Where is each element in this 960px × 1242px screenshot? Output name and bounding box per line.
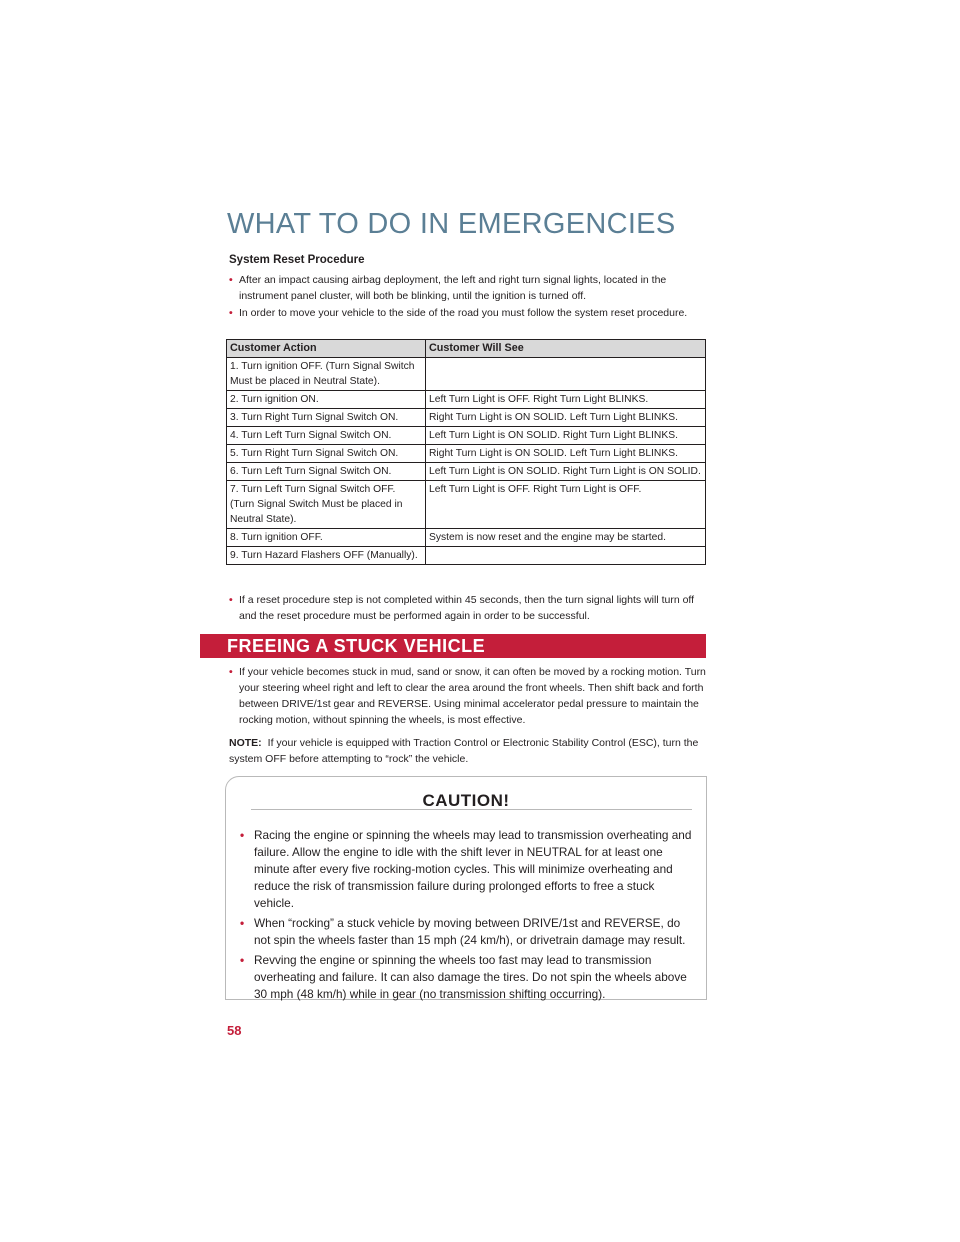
- table-row: [227, 463, 706, 481]
- table-cell: [426, 358, 706, 391]
- table-cell: 2. Turn ignition ON.: [227, 391, 426, 409]
- reset-procedure-table: [226, 339, 706, 565]
- table-row: [227, 391, 706, 409]
- bullet-icon: •: [229, 666, 233, 678]
- table-cell: 4. Turn Left Turn Signal Switch ON.: [227, 427, 426, 445]
- list-item: • If a reset procedure step is not completed within 45 seconds, then the turn signal lights will turn off and the reset procedure must be performed again in order to be successful.: [229, 594, 695, 622]
- note-text: If your vehicle is equipped with Traction Control or Electronic Stability Control (ESC), turn the system OFF before attempting to “rock” the vehicle.: [229, 737, 699, 765]
- bullet-icon: •: [229, 307, 233, 319]
- table-cell: 6. Turn Left Turn Signal Switch ON.: [227, 463, 426, 481]
- intro-bullet-list: [229, 272, 707, 322]
- caution-list: [240, 827, 692, 1006]
- bullet-icon: •: [240, 916, 245, 930]
- section-title: FREEING A STUCK VEHICLE: [227, 636, 486, 656]
- caution-title: CAUTION!: [422, 791, 510, 810]
- bullet-icon: •: [229, 594, 233, 606]
- table-row: [227, 481, 706, 529]
- chapter-title: WHAT TO DO IN EMERGENCIES: [227, 208, 676, 240]
- table-cell: System is now reset and the engine may be started.: [426, 529, 706, 547]
- bullet-icon: •: [240, 953, 245, 967]
- table-cell: Left Turn Light is OFF. Right Turn Light is OFF.: [426, 481, 706, 529]
- note-label: NOTE:: [229, 737, 262, 749]
- table-cell: 8. Turn ignition OFF.: [227, 529, 426, 547]
- reset-note-list: [229, 592, 707, 625]
- table-cell: [426, 547, 706, 565]
- column-header: Customer Action: [227, 340, 426, 358]
- note-paragraph: [229, 735, 707, 767]
- table-cell: 9. Turn Hazard Flashers OFF (Manually).: [227, 547, 426, 565]
- table-cell: Left Turn Light is OFF. Right Turn Light BLINKS.: [426, 391, 706, 409]
- column-header: Customer Will See: [426, 340, 706, 358]
- table-cell: 5. Turn Right Turn Signal Switch ON.: [227, 445, 426, 463]
- table-row: [227, 409, 706, 427]
- table-cell: Right Turn Light is ON SOLID. Left Turn Light BLINKS.: [426, 445, 706, 463]
- section-heading: System Reset Procedure: [229, 254, 365, 266]
- table-row: [227, 529, 706, 547]
- list-item: • Racing the engine or spinning the wheels may lead to transmission overheating and failure. Allow the engine to idle with the shift lever in NEUTRAL for at least one minute after every five rocking-motion cycles. This will minimize overheating and reduce the risk of transmission failure during prolonged efforts to free a stuck vehicle.: [240, 828, 692, 910]
- table-cell: Left Turn Light is ON SOLID. Right Turn Light BLINKS.: [426, 427, 706, 445]
- list-item: • If your vehicle becomes stuck in mud, sand or snow, it can often be moved by a rocking motion. Turn your steering wheel right and left to clear the area around the front wheels. Then shift back and forth between DRIVE/1st gear and REVERSE. Using minimal accelerator pedal pressure to maintain the rocking motion, without spinning the wheels, is most effective.: [229, 666, 706, 726]
- page-number: 58: [227, 1023, 242, 1038]
- table-cell: Right Turn Light is ON SOLID. Left Turn Light BLINKS.: [426, 409, 706, 427]
- table-row: [227, 547, 706, 565]
- bullet-icon: •: [240, 828, 245, 842]
- table-row: [227, 427, 706, 445]
- list-item: • After an impact causing airbag deployment, the left and right turn signal lights, located in the instrument panel cluster, will both be blinking, until the ignition is turned off.: [229, 274, 667, 302]
- list-item: • In order to move your vehicle to the side of the road you must follow the system reset procedure.: [229, 307, 688, 319]
- table-row: [227, 358, 706, 391]
- caution-divider: [251, 809, 692, 810]
- list-item: • Revving the engine or spinning the wheels too fast may lead to transmission overheating and failure. It can also damage the tires. Do not spin the wheels above 30 mph (48 km/h) while in gear (no transmission shifting occurring).: [240, 953, 687, 1001]
- bullet-icon: •: [229, 274, 233, 286]
- list-item: • When “rocking” a stuck vehicle by moving between DRIVE/1st and REVERSE, do not spin the wheels faster than 15 mph (24 km/h), or drivetrain damage may result.: [240, 916, 686, 947]
- table-cell: 3. Turn Right Turn Signal Switch ON.: [227, 409, 426, 427]
- table-header-row: [227, 340, 706, 358]
- stuck-vehicle-list: [229, 664, 707, 729]
- table-cell: Left Turn Light is ON SOLID. Right Turn Light is ON SOLID.: [426, 463, 706, 481]
- table-cell: 1. Turn ignition OFF. (Turn Signal Switch Must be placed in Neutral State).: [227, 358, 426, 391]
- table-cell: 7. Turn Left Turn Signal Switch OFF. (Turn Signal Switch Must be placed in Neutral State).: [227, 481, 426, 529]
- table-row: [227, 445, 706, 463]
